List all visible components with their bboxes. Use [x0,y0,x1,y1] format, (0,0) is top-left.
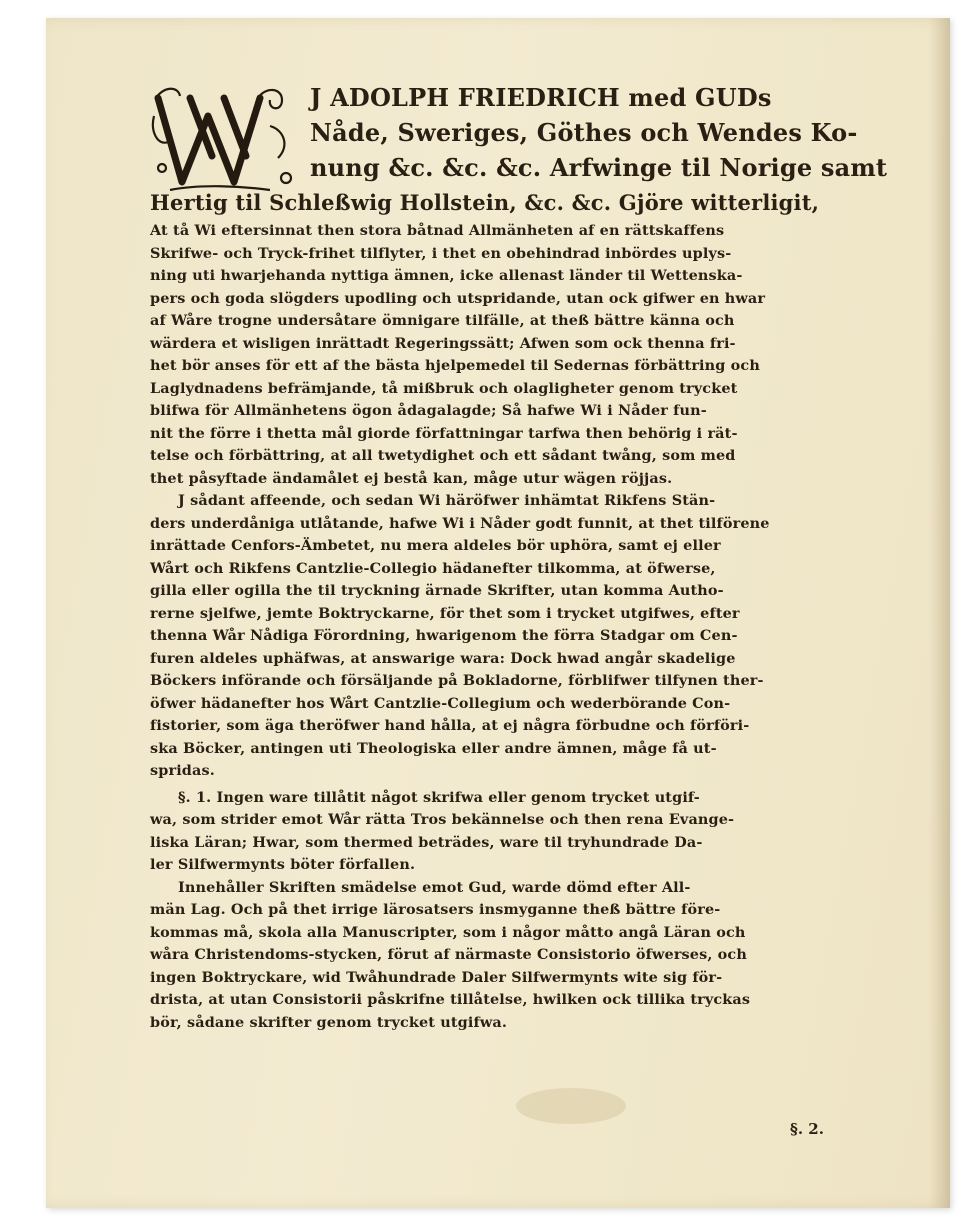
body-line: ders underdåniga utlåtande, hafwe Wi i Nåder godt funnit, at thet tilförene [150,514,770,532]
paragraph-start: J sådant affeende, och sedan Wi häröfwer inhämtat Rikfens Stän- [178,492,716,509]
body-line: spridas. [150,762,215,779]
body-line: gilla eller ogilla the til tryckning ärnade Skrifter, utan komma Autho- [150,582,724,599]
body-line: ning uti hwarjehanda nyttiga ämnen, icke allenast länder til Wettenska- [150,267,743,284]
body-line: rerne sjelfwe, jemte Boktryckarne, för thet som i trycket utgifwes, efter [150,604,740,622]
body-line: inrättade Cenfors-Ämbetet, nu mera aldeles bör uphöra, samt ej eller [150,537,721,554]
body-line: öfwer hädanefter hos Wårt Cantzlie-Collegium och wederbörande Con- [150,694,731,712]
paragraph-start: Innehåller Skriften smädelse emot Gud, warde dömd efter All- [178,878,691,896]
body-line: Wårt och Rikfens Cantzlie-Collegio hädanefter tilkomma, at öfwerse, [150,559,716,577]
catchword: §. 2. [790,1120,824,1138]
body-line: nit the förre i thetta mål giorde författningar tarfwa then behörig i rät- [150,424,738,442]
body-line: Skrifwe- och Tryck-frihet tilflyter, i thet en obehindrad inbördes uplys- [150,244,732,262]
body-line: blifwa för Allmänhetens ögon ådagalagde; Så hafwe Wi i Nåder fun- [150,402,707,419]
heading-line-3: nung &c. &c. &c. Arfwinge til Norige samt [310,153,888,182]
page-edge-shadow [928,18,950,1208]
body-line: fistorier, som äga theröfwer hand hålla, at ej några förbudne och förföri- [150,717,750,734]
paper-stain [516,1088,626,1124]
body-line: män Lag. Och på thet irrige lärosatsers insmyganne theß bättre före- [150,901,721,918]
body-line: pers och goda slögders upodling och utspridande, utan ock gifwer en hwar [150,289,766,307]
body-line: het bör anses för ett af the bästa hjelpemedel til Sedernas förbättring och [150,357,760,374]
body-line: kommas må, skola alla Manuscripter, som i någor måtto angå Läran och [150,923,746,941]
body-line: ska Böcker, antingen uti Theologiska eller andre ämnen, måge få ut- [150,739,717,757]
body-line: furen aldeles uphäfwas, at answarige wara: Dock hwad angår skadelige [150,649,736,667]
heading-line-2: Nåde, Sweriges, Göthes och Wendes Ko- [310,118,858,147]
section-1-start: §. 1. Ingen ware tillåtit något skrifwa eller genom trycket utgif- [178,788,700,806]
body-line: Böckers införande och försäljande på Bokladorne, förblifwer tilfynen ther- [150,672,764,689]
body-line: thet påsyftade ändamålet ej bestå kan, måge utur wägen röjjas. [150,469,673,487]
body-line: wa, som strider emot Wår rätta Tros bekännelse och then rena Evange- [150,811,735,828]
body-line: telse och förbättring, at all twetydighet och ett sådant twång, som med [150,447,736,464]
body-line: thenna Wår Nådiga Förordning, hwarigenom the förra Stadgar om Cen- [150,627,738,644]
body-line: ler Silfwermynts böter förfallen. [150,856,416,873]
body-line: drista, at utan Consistorii påskrifne tillåtelse, hwilken ock tillika tryckas [150,991,751,1008]
body-line: wärdera et wisligen inrättadt Regeringssätt; Afwen som ock thenna fri- [150,334,736,352]
body-line: wåra Christendoms-stycken, förut af närmaste Consistorio öfwerses, och [150,946,747,963]
body-line: af Wåre trogne undersåtare ömnigare tilfälle, at theß bättre känna och [150,312,735,329]
heading-line-4: Hertig til Schleßwig Hollstein, &c. &c. Gjöre witterligit, [150,190,820,215]
body-line: bör, sådane skrifter genom trycket utgifwa. [150,1013,508,1031]
body-line: At tå Wi eftersinnat then stora båtnad Allmänheten af en rättskaffens [150,222,725,239]
body-line: liska Läran; Hwar, som thermed beträdes, ware til tryhundrade Da- [150,833,703,851]
decree-text [150,80,888,1034]
heading-line-1: J ADOLPH FRIEDRICH med GUDs [310,83,772,112]
body-line: Laglydnadens befrämjande, tå mißbruk och olagligheter genom trycket [150,379,738,397]
body-line: ingen Boktryckare, wid Twåhundrade Daler Silfwermynts wite sig för- [150,968,723,986]
